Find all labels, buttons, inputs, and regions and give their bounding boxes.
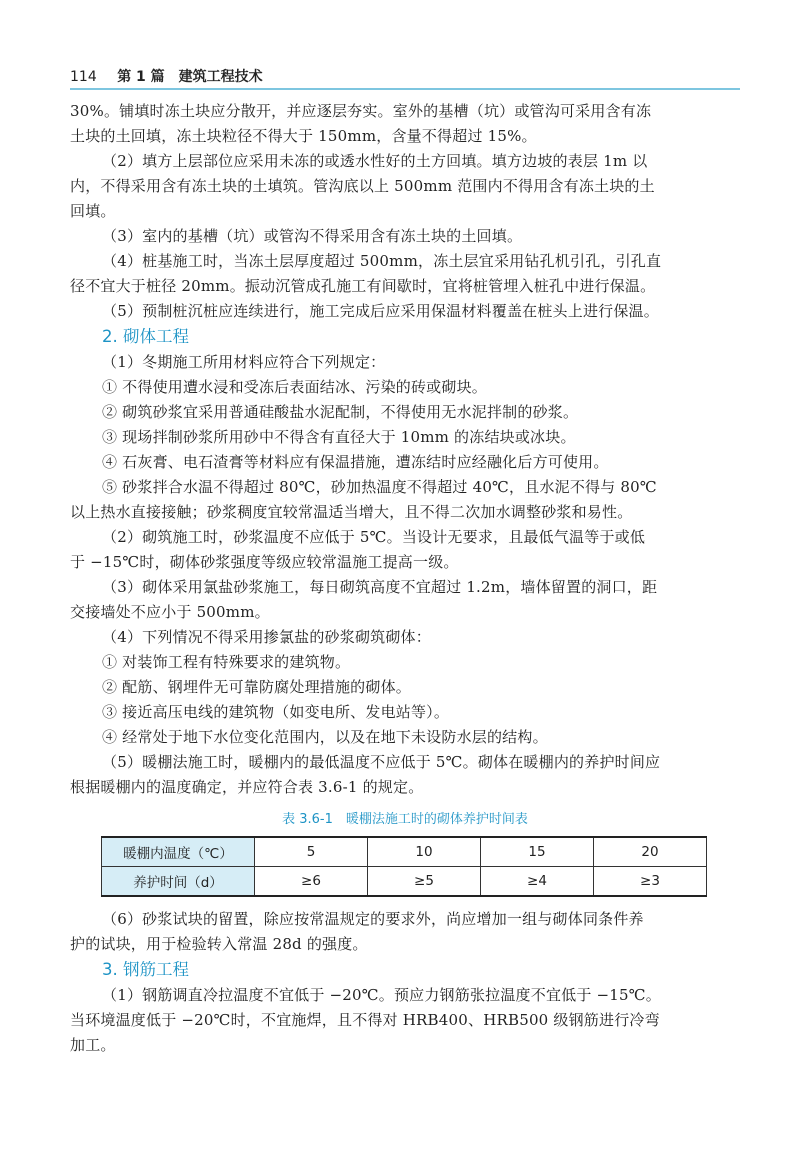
section-heading-rebar: 3. 钢筋工程	[102, 960, 189, 979]
list-item: ② 配筋、钢埋件无可靠防腐处理措施的砌体。	[102, 678, 411, 696]
curing-time-table	[101, 836, 707, 897]
paragraph-line: 以上热水直接接触；砂浆稠度宜较常温适当增大，且不得二次加水调整砂浆和易性。	[70, 503, 633, 521]
paragraph-line: 回填。	[70, 202, 116, 220]
table-cell: ≥5	[368, 867, 481, 897]
paragraph-line: 30%。铺填时冻土块应分散开，并应逐层夯实。室外的基槽（坑）或管沟可采用含有冻	[70, 102, 652, 120]
paragraph-line: （1）冬期施工所用材料应符合下列规定：	[102, 353, 386, 371]
paragraph-line: （4）下列情况不得采用掺氯盐的砂浆砌筑砌体：	[102, 628, 431, 646]
table-cell: ≥4	[481, 867, 594, 897]
table-cell: ≥6	[255, 867, 368, 897]
page-body	[70, 99, 740, 1058]
list-item: ③ 接近高压电线的建筑物（如变电所、发电站等）。	[102, 703, 450, 721]
section-heading-masonry: 2. 砌体工程	[102, 327, 189, 346]
paragraph-line: 护的试块，用于检验转入常温 28d 的强度。	[70, 935, 368, 953]
list-item: ② 砌筑砂浆宜采用普通硅酸盐水泥配制，不得使用无水泥拌制的砂浆。	[102, 403, 579, 421]
list-item: ③ 现场拌制砂浆所用砂中不得含有直径大于 10mm 的冻结块或冰块。	[102, 428, 576, 446]
page-header	[70, 66, 730, 86]
paragraph-line: （3）室内的基槽（坑）或管沟不得采用含有冻土块的土回填。	[102, 227, 523, 245]
paragraph-line: 内，不得采用含有冻土块的土填筑。管沟底以上 500mm 范围内不得用含有冻土块的土	[70, 177, 655, 195]
paragraph-line: （4）桩基施工时，当冻土层厚度超过 500mm，冻土层宜采用钻孔机引孔，引孔直	[102, 252, 662, 270]
table-cell: ≥3	[594, 867, 707, 897]
list-item: ① 对装饰工程有特殊要求的建筑物。	[102, 653, 351, 671]
header-rule	[70, 88, 740, 90]
paragraph-line: （5）预制桩沉桩应连续进行，施工完成后应采用保温材料覆盖在桩头上进行保温。	[102, 302, 659, 320]
paragraph-line: （6）砂浆试块的留置，除应按常温规定的要求外，尚应增加一组与砌体同条件养	[102, 910, 644, 928]
table-cell: 20	[594, 837, 707, 867]
table-caption: 表 3.6-1 暖棚法施工时的砌体养护时间表	[282, 812, 528, 827]
paragraph-line: （2）填方上层部位应采用未冻的或透水性好的土方回填。填方边坡的表层 1m 以	[102, 152, 648, 170]
table-cell: 10	[368, 837, 481, 867]
list-item: ⑤ 砂浆拌合水温不得超过 80℃，砂加热温度不得超过 40℃，且水泥不得与 80℃	[102, 478, 657, 496]
paragraph-line: 径不宜大于桩径 20mm。振动沉管成孔施工有间歇时，宜将桩管埋入桩孔中进行保温。	[70, 277, 656, 295]
table-cell: 15	[481, 837, 594, 867]
list-item: ④ 石灰膏、电石渣膏等材料应有保温措施，遭冻结时应经融化后方可使用。	[102, 453, 609, 471]
list-item: ① 不得使用遭水浸和受冻后表面结冰、污染的砖或砌块。	[102, 378, 487, 396]
paragraph-line: （5）暖棚法施工时，暖棚内的最低温度不应低于 5℃。砌体在暖棚内的养护时间应	[102, 753, 661, 771]
paragraph-line: 当环境温度低于 −20℃时，不宜施焊，且不得对 HRB400、HRB500 级钢筋进行冷弯	[70, 1011, 660, 1029]
list-item: ④ 经常处于地下水位变化范围内，以及在地下未设防水层的结构。	[102, 728, 548, 746]
paragraph-line: 根据暖棚内的温度确定，并应符合表 3.6-1 的规定。	[70, 778, 424, 796]
paragraph-line: 交接墙处不应小于 500mm。	[70, 603, 270, 621]
paragraph-line: （3）砌体采用氯盐砂浆施工，每日砌筑高度不宜超过 1.2m，墙体留置的洞口，距	[102, 578, 658, 596]
paragraph-line: （1）钢筋调直冷拉温度不宜低于 −20℃。预应力钢筋张拉温度不宜低于 −15℃。	[102, 986, 661, 1004]
table-cell: 5	[255, 837, 368, 867]
table-row	[102, 837, 707, 867]
paragraph-line: 于 −15℃时，砌体砂浆强度等级应较常温施工提高一级。	[70, 553, 459, 571]
table-row-header: 暖棚内温度（℃）	[102, 837, 255, 867]
table-row-header: 养护时间（d）	[102, 867, 255, 897]
paragraph-line: 加工。	[70, 1036, 116, 1054]
page-number: 114	[70, 69, 97, 85]
paragraph-line: （2）砌筑施工时，砂浆温度不应低于 5℃。当设计无要求，且最低气温等于或低	[102, 528, 646, 546]
paragraph-line: 土块的土回填，冻土块粒径不得大于 150mm，含量不得超过 15%。	[70, 127, 537, 145]
table-row	[102, 867, 707, 897]
chapter-title: 第 1 篇 建筑工程技术	[117, 69, 263, 85]
